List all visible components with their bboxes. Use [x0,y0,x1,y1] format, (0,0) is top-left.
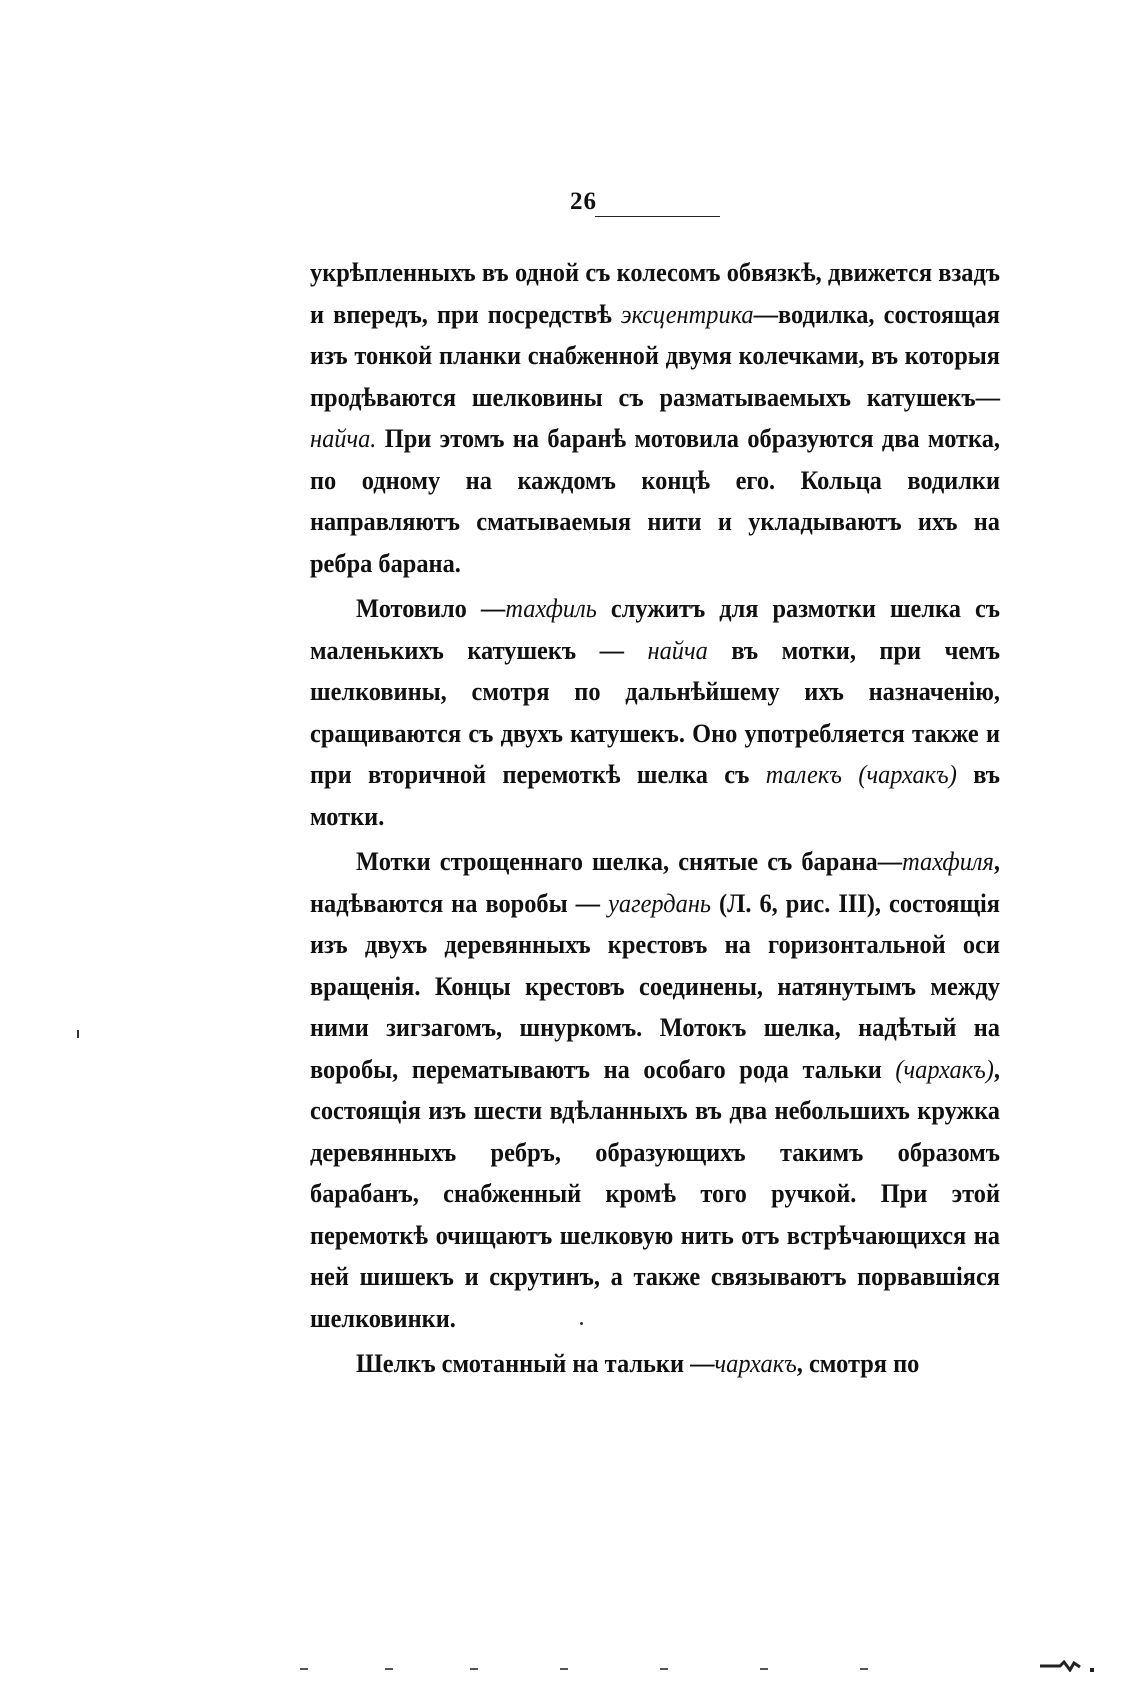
foot-dash [470,1668,478,1670]
foot-dash [385,1668,393,1670]
italic-term: найча. [310,423,377,453]
foot-dash [860,1668,868,1670]
italic-term: тахфиль [505,593,597,623]
text-run: въ мотки, при чемъ шелковины, смотря по дальнѣйшему ихъ назначенію, сращиваются съ двухъ катушекъ. Оно употребляется также и при вторичной перемоткѣ шелка съ [310,634,1000,789]
margin-speck [77,1030,79,1038]
paragraph [310,841,1000,1339]
foot-dash [560,1668,568,1670]
text-run: Шелкъ смотанный на тальки — [356,1348,715,1378]
italic-term: найча [647,634,708,665]
foot-dash [760,1668,768,1670]
italic-term: эксцентрика [620,298,754,329]
foot-dash [300,1668,308,1670]
text-run: (Л. 6, рис. III), состоящія изъ двухъ деревянныхъ крестовъ на горизонтальной оси вращенія. Концы крестовъ соединены, натянутымъ между ними зигзагомъ, шнуркомъ. Мотокъ шелка, надѣтый на воробы, перематываютъ на особаго рода тальки [310,887,1000,1084]
header-rule [595,216,720,217]
text-run: въ мотки. [310,759,1000,831]
paragraph [310,252,1000,584]
italic-term: тахфиля [902,846,994,876]
paragraph [310,1343,1000,1385]
bottom-speck [580,1322,583,1325]
italic-term: чархакъ [714,1348,797,1378]
page-number [0,188,1140,216]
text-run: —водилка, состоящая изъ тонкой планки снабженной двумя колечками, въ которыя продѣваются шелковины съ разматываемыхъ катушекъ— [310,298,1000,412]
body-text [310,252,1000,1389]
italic-term: уагердань [608,887,712,918]
italic-term: (чархакъ) [895,1053,994,1084]
paragraph [310,588,1000,837]
text-run: При этомъ на баранѣ мотовила образуются два мотка, по одному на каждомъ концѣ его. Кольца водилки направляютъ сматываемыя нити и укладываютъ ихъ на ребра барана. [310,423,1000,578]
text-run: , состоящія изъ шести вдѣланныхъ въ два небольшихъ кружка деревянныхъ ребръ, образующихъ такимъ образомъ барабанъ, снабженный кромѣ того ручкой. При этой перемоткѣ очищаютъ шелковую нить отъ встрѣчающихся на ней шишекъ и скрутинъ, а также связываютъ порвавшіяся шелковинки. [310,1053,1000,1333]
bleed-mark [1040,1660,1100,1672]
text-run: служитъ для размотки шелка съ маленькихъ катушекъ — [310,593,1000,665]
text-run: Мотовило — [356,593,506,623]
page-number-text: 26 [570,188,597,215]
text-run: укрѣпленныхъ въ одной съ колесомъ обвязкѣ, движется взадъ и впередъ, при посредствѣ [310,257,1000,329]
text-run: , надѣваются на воробы — [310,846,1000,918]
text-run: Мотки строщеннаго шелка, снятые съ барана— [356,846,903,876]
text-run: , смотря по [796,1348,920,1378]
italic-term: талекъ (чархакъ) [765,759,957,789]
foot-dash [660,1668,668,1670]
